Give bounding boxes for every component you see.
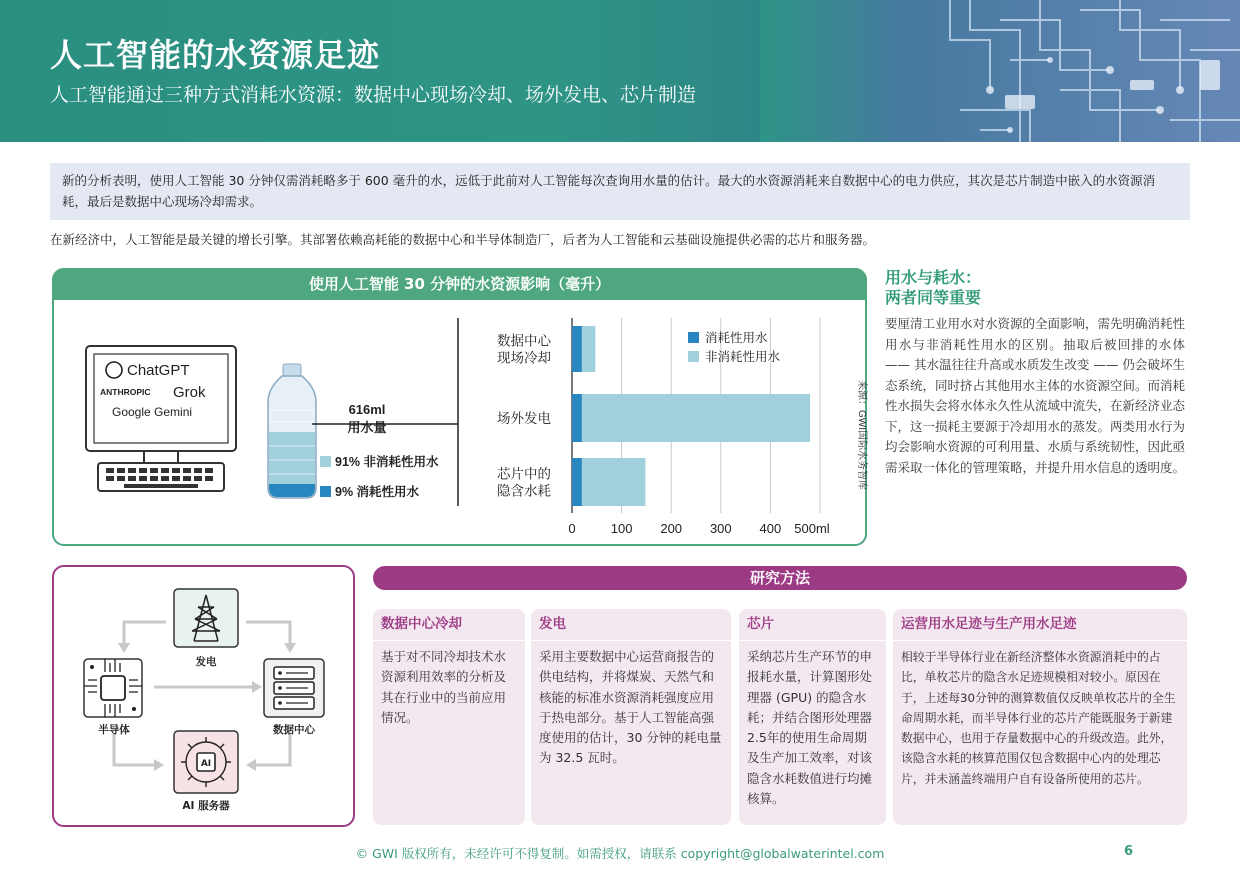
- circuit-board-image: [760, 0, 1240, 142]
- method-card-body: 采纳芯片生产环节的申报耗水量，计算图形处理器 (GPU) 的隐含水耗；并结合图形处理器2.5年的使用生命周期及生产加工效率，对该隐含水耗数值进行均摊核算。: [747, 649, 873, 807]
- category-label: 芯片中的: [497, 466, 551, 482]
- legend-label: 非消耗性用水: [705, 350, 781, 364]
- method-card-body: 采用主要数据中心运营商报告的供电结构，并将煤炭、天然气和核能的标准水资源消耗强度应用于热电部分。基于人工智能高强度使用的估计，30 分钟的耗电量为 32.5 瓦时。: [539, 649, 722, 766]
- cons-swatch: [320, 486, 331, 497]
- x-tick-label: 200: [660, 521, 683, 536]
- pylon-icon: [174, 589, 238, 647]
- category-label: 场外发电: [497, 411, 551, 426]
- method-card-power: [531, 609, 731, 825]
- header-banner: [0, 0, 1240, 142]
- bar-segment: [582, 394, 810, 442]
- server-rack-icon: [264, 659, 324, 717]
- brand-grok: Grok: [173, 384, 206, 401]
- category-label: 现场冷却: [497, 350, 551, 366]
- bar-segment: [582, 326, 595, 372]
- sidebar-use-vs-consumption: [885, 268, 1185, 478]
- brand-anthropic: ANTHROPIC: [100, 387, 151, 397]
- method-card-body: 基于对不同冷却技术水资源利用效率的分析及其在行业中的当前应用情况。: [381, 649, 507, 725]
- chip-icon: [84, 659, 142, 717]
- arrow-semi-ai: [114, 733, 156, 765]
- method-card-title: 数据中心冷却: [381, 616, 462, 632]
- brand-chatgpt: ChatGPT: [127, 362, 190, 379]
- bottle-total-label: 用水量: [347, 420, 387, 435]
- bottle-noncons-label: 91% 非消耗性用水: [335, 455, 439, 469]
- sidebar-body: 要厘清工业用水对水资源的全面影响，需先明确消耗性用水与非消耗性用水的区别。抽取后被回排的水体 —— 其水温往往升高或水质发生改变 —— 仍会破坏生态系统，同时挤占其他用水主体的水资源空间。而消耗性水损失会将水体永久性从流域中流失，在新经济业态下，这一损耗主要源于冷却用水的蒸发。两类用水行为均会影响水资源的可利用量、水质与系统韧性，因此亟需采取一体化的管理策略，并提升用水信息的透明度。: [885, 316, 1186, 475]
- arrow-power-semi: [124, 622, 166, 645]
- x-tick-label: 0: [568, 521, 576, 536]
- chart-source: 来源：GWI国际水务智库: [856, 380, 867, 490]
- ai-chip-icon: [174, 731, 238, 793]
- bar-segment: [582, 458, 645, 506]
- water-impact-infographic: [52, 268, 867, 546]
- method-card-chips: [739, 609, 886, 825]
- bottle-cons-label: 9% 消耗性用水: [335, 485, 420, 499]
- sidebar-heading-2: 两者同等重要: [885, 288, 982, 307]
- lead-paragraph: 在新经济中，人工智能是最关键的增长引擎。其部署依赖高耗能的数据中心和半导体制造厂，后者为人工智能和云基础设施提供必需的芯片和服务器。: [50, 232, 876, 247]
- method-card-title: 芯片: [747, 616, 774, 632]
- arrow-power-dc: [246, 622, 290, 645]
- water-bottle-icon: [268, 364, 316, 498]
- x-tick-label: 400: [759, 521, 782, 536]
- copyright-footer: © GWI 版权所有，未经许可不得复制。如需授权，请联系 copyright@globalwaterintel.com: [355, 846, 885, 861]
- cycle-label-semi: 半导体: [98, 724, 130, 736]
- category-label: 隐含水耗: [497, 483, 551, 499]
- bar-segment: [572, 394, 582, 442]
- bottle-total-value: 616ml: [348, 402, 386, 417]
- infographic-svg: [54, 270, 869, 548]
- bar-segment: [572, 326, 582, 372]
- method-card-cooling: [373, 609, 525, 825]
- brand-gemini: Google Gemini: [112, 405, 193, 419]
- bar-chart: [497, 318, 830, 536]
- x-tick-label: 100: [610, 521, 633, 536]
- arrow-dc-ai: [254, 733, 290, 765]
- supply-chain-cycle: [52, 565, 355, 827]
- page-subtitle: 人工智能通过三种方式消耗水资源：数据中心现场冷却、场外发电、芯片制造: [50, 84, 697, 106]
- method-card-title: 运营用水足迹与生产用水足迹: [901, 616, 1077, 632]
- methods-title: 研究方法: [373, 566, 1187, 590]
- infographic-title: 使用人工智能 30 分钟的水资源影响（毫升）: [52, 268, 867, 300]
- sidebar-heading-1: 用水与耗水：: [885, 268, 982, 287]
- page-number: 6: [1124, 844, 1134, 859]
- svg-text:AI: AI: [200, 759, 212, 769]
- legend-swatch: [688, 332, 699, 343]
- intro-summary: 新的分析表明，使用人工智能 30 分钟仅需消耗略多于 600 毫升的水，远低于此前对人工智能每次查询用水量的估计。最大的水资源消耗来自数据中心的电力供应，其次是芯片制造中嵌入的水资源消耗，最后是数据中心现场冷却需求。: [50, 163, 1190, 220]
- legend-label: 消耗性用水: [705, 331, 768, 345]
- method-card-title: 发电: [539, 616, 566, 632]
- page-title: 人工智能的水资源足迹: [50, 36, 381, 74]
- cycle-label-ai: AI 服务器: [182, 800, 230, 812]
- x-tick-label: 500ml: [794, 521, 830, 536]
- cycle-label-dc: 数据中心: [273, 724, 315, 736]
- noncons-swatch: [320, 456, 331, 467]
- category-label: 数据中心: [497, 333, 551, 349]
- method-card-body: 相较于半导体行业在新经济整体水资源消耗中的占比，单枚芯片的隐含水足迹规模相对较小。原因在于，上述每30分钟的测算数值仅反映单枚芯片的全生命周期水耗，而半导体行业的芯片产能既服务于新建数据中心，也用于存量数据中心的升级改造。此外，该隐含水耗的核算范围仅包含数据中心内的处理芯片，并未涵盖终端用户自有设备所使用的芯片。: [901, 650, 1176, 786]
- cycle-label-power: 发电: [195, 656, 217, 668]
- bar-segment: [572, 458, 582, 506]
- method-card-footprint: [893, 609, 1187, 825]
- x-tick-label: 300: [709, 521, 732, 536]
- computer-monitor-icon: [86, 346, 236, 491]
- legend-swatch: [688, 351, 699, 362]
